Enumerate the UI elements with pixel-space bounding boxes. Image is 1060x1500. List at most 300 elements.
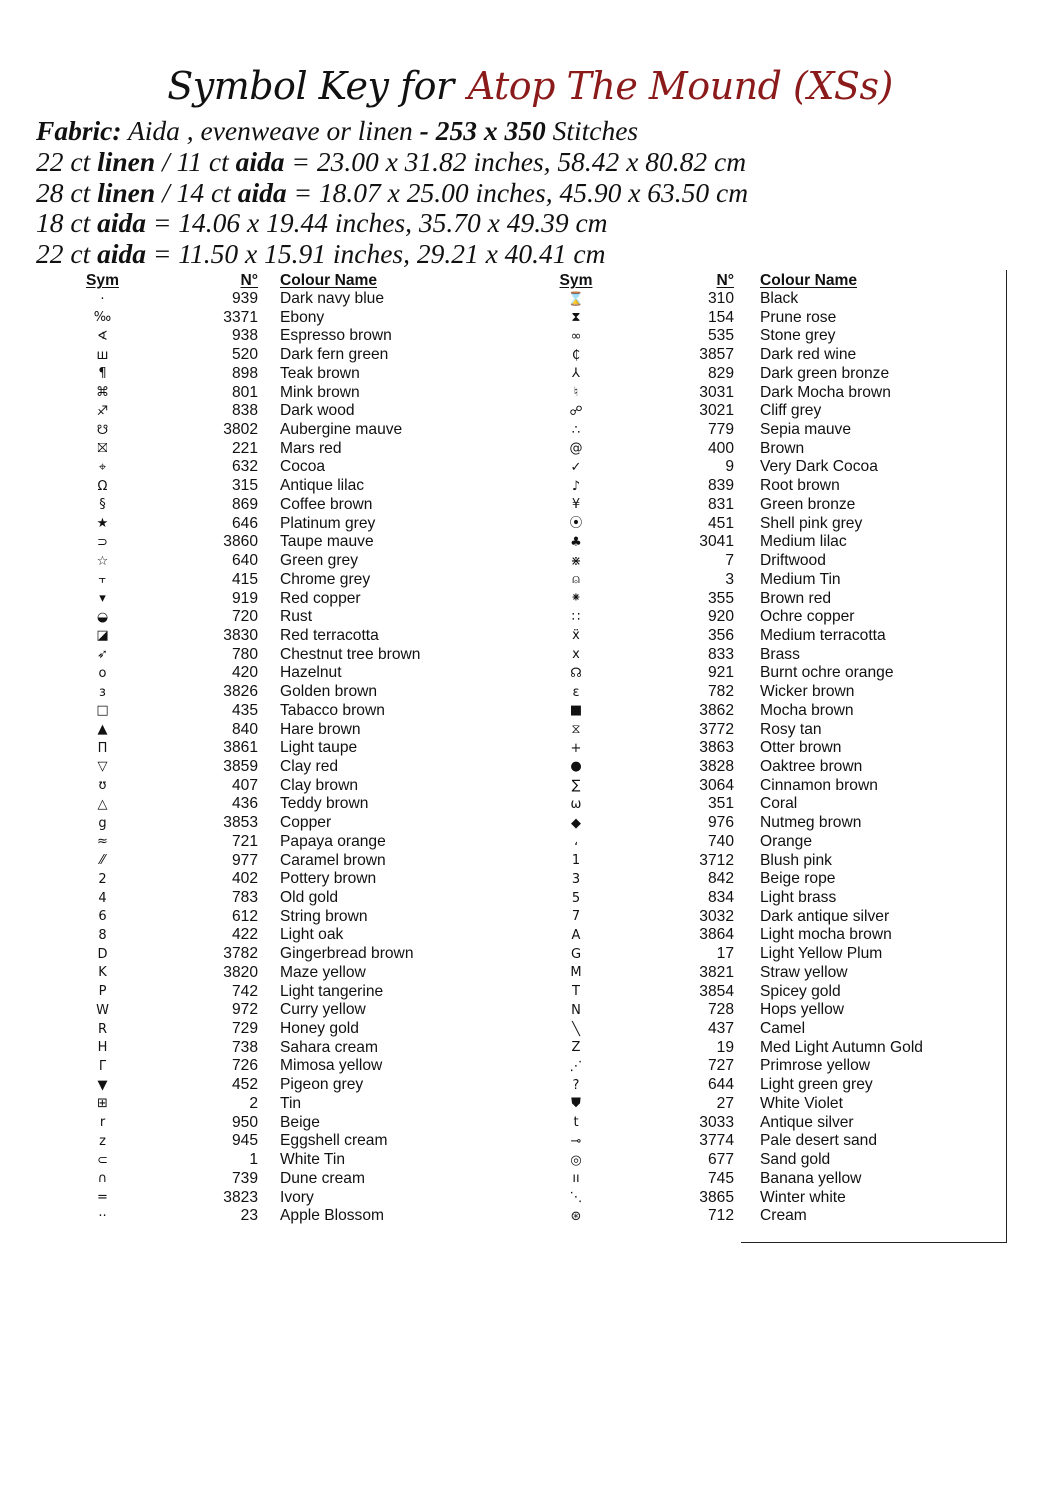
- colour-name: Espresso brown: [280, 327, 392, 345]
- table-row: [550, 458, 923, 477]
- floss-number: 310: [707, 290, 734, 307]
- table-header: [550, 272, 923, 290]
- symbol-glyph-icon: Π: [97, 740, 108, 756]
- colour-name: Green bronze: [760, 495, 856, 513]
- table-row: [70, 1020, 420, 1039]
- table-row: [70, 1057, 420, 1076]
- table-row: [70, 739, 420, 758]
- symbol-glyph-icon: ♪: [571, 478, 581, 494]
- symbol-glyph-icon: D: [97, 946, 108, 962]
- page-title: [0, 58, 1060, 114]
- table-row: [70, 683, 420, 702]
- table-row: [70, 777, 420, 796]
- symbol-glyph-icon: ▽: [97, 759, 108, 775]
- floss-number: 833: [707, 645, 734, 663]
- table-row: [550, 795, 923, 814]
- header-sym: Sym: [86, 272, 119, 289]
- colour-name: Mocha brown: [760, 701, 854, 719]
- table-row: [70, 515, 420, 534]
- symbol-glyph-icon: ⦿: [569, 516, 583, 532]
- colour-name: Cocoa: [280, 458, 326, 476]
- colour-name: Tabacco brown: [280, 701, 385, 719]
- floss-number: 3860: [223, 533, 258, 551]
- floss-number: 3782: [223, 945, 258, 963]
- floss-number: 436: [231, 795, 258, 813]
- symbol-glyph-icon: ✓: [570, 459, 582, 475]
- colour-name: Curry yellow: [280, 1001, 366, 1019]
- floss-number: 644: [707, 1076, 734, 1094]
- table-row: [70, 458, 420, 477]
- size-line-22ct-aida: 22 ct aida = 11.50 x 15.91 inches, 29.21 x 40.41 cm: [36, 238, 606, 270]
- floss-number: 437: [707, 1020, 734, 1038]
- table-row: [550, 758, 923, 777]
- floss-number: 402: [231, 870, 258, 888]
- symbol-glyph-icon: ♮: [573, 385, 579, 401]
- floss-number: 869: [231, 495, 258, 513]
- table-row: [70, 983, 420, 1002]
- colour-name: Sand gold: [760, 1151, 831, 1169]
- colour-name: Orange: [760, 832, 813, 850]
- symbol-glyph-icon: ∷: [571, 609, 581, 625]
- colour-name: Tin: [280, 1094, 302, 1112]
- table-row: [550, 1189, 923, 1208]
- floss-number: 3021: [699, 402, 734, 420]
- colour-name: Gingerbread brown: [280, 945, 414, 963]
- table-row: [70, 1001, 420, 1020]
- symbol-glyph-icon: H: [97, 1040, 108, 1056]
- table-row: [550, 833, 923, 852]
- table-row: [550, 365, 923, 384]
- colour-name: Coffee brown: [280, 495, 373, 513]
- colour-name: Cliff grey: [760, 402, 822, 420]
- floss-number: 3371: [223, 308, 258, 326]
- symbol-glyph-icon: @: [569, 441, 583, 457]
- colour-name: Light brass: [760, 889, 837, 906]
- colour-name: Medium Tin: [760, 570, 841, 588]
- colour-name: Mink brown: [280, 383, 360, 401]
- symbol-glyph-icon: ⌖: [98, 459, 107, 475]
- colour-name: Sepia mauve: [760, 421, 852, 439]
- table-row: [550, 870, 923, 889]
- symbol-glyph-icon: ◆: [571, 815, 581, 831]
- colour-name: Chrome grey: [280, 570, 371, 588]
- table-row: [70, 795, 420, 814]
- symbol-glyph-icon: 7: [571, 909, 581, 925]
- floss-number: 3828: [699, 757, 734, 775]
- symbol-glyph-icon: □: [96, 703, 109, 719]
- colour-name: Pigeon grey: [280, 1076, 364, 1094]
- table-row: [550, 889, 923, 908]
- floss-number: 451: [707, 514, 734, 532]
- floss-number: 3772: [699, 720, 734, 738]
- table-row: [550, 1170, 923, 1189]
- colour-name: Dark wood: [280, 402, 355, 420]
- table-row: [70, 1095, 420, 1114]
- colour-name: Shell pink grey: [760, 514, 863, 532]
- symbol-glyph-icon: x: [572, 647, 580, 663]
- colour-name: Dark red wine: [760, 346, 857, 364]
- colour-name: Golden brown: [280, 683, 378, 701]
- table-row: [70, 908, 420, 927]
- floss-number: 3862: [699, 701, 734, 719]
- colour-name: Driftwood: [760, 552, 826, 570]
- floss-number: 938: [231, 327, 258, 345]
- symbol-glyph-icon: o: [98, 665, 107, 681]
- fabric-label: Fabric:: [36, 115, 122, 146]
- table-row: [550, 646, 923, 665]
- floss-number: 740: [707, 832, 734, 850]
- table-row: [550, 1114, 923, 1133]
- table-row: [550, 814, 923, 833]
- symbol-glyph-icon: ⫟: [98, 572, 107, 588]
- table-row: [70, 1189, 420, 1208]
- floss-number: 920: [707, 608, 734, 626]
- colour-name: Antique lilac: [280, 477, 365, 495]
- floss-number: 400: [707, 439, 734, 457]
- table-row: [70, 533, 420, 552]
- table-row: [70, 945, 420, 964]
- floss-number: 939: [231, 290, 258, 307]
- symbol-glyph-icon: ⊂: [97, 1152, 108, 1168]
- floss-number: 976: [707, 814, 734, 832]
- symbol-glyph-icon: ··: [98, 1208, 107, 1224]
- floss-number: 420: [231, 664, 258, 682]
- floss-number: 739: [231, 1169, 258, 1187]
- symbol-glyph-icon: Γ: [98, 1058, 107, 1074]
- floss-number: 721: [231, 832, 258, 850]
- table-row: [550, 421, 923, 440]
- table-row: [550, 290, 923, 309]
- colour-name: Ochre copper: [760, 608, 855, 626]
- floss-number: 729: [231, 1020, 258, 1038]
- size-line-22ct-linen: 22 ct linen / 11 ct aida = 23.00 x 31.82 inches, 58.42 x 80.82 cm: [36, 145, 747, 177]
- table-row: [550, 346, 923, 365]
- symbol-glyph-icon: ∩: [97, 1171, 108, 1187]
- floss-number: 842: [707, 870, 734, 888]
- table-body-left: [70, 290, 420, 1226]
- table-row: [550, 496, 923, 515]
- symbol-glyph-icon: ♣: [570, 534, 582, 550]
- colour-name: Dark Mocha brown: [760, 383, 891, 401]
- colour-name: Maze yellow: [280, 963, 366, 981]
- floss-number: 452: [231, 1076, 258, 1094]
- table-row: [70, 309, 420, 328]
- symbol-glyph-icon: ⛊: [571, 1096, 581, 1112]
- table-row: [70, 1114, 420, 1133]
- colour-name: Spicey gold: [760, 982, 841, 1000]
- table-row: [550, 983, 923, 1002]
- floss-number: 3826: [223, 683, 258, 701]
- colour-name: Clay brown: [280, 776, 358, 794]
- table-row: [70, 702, 420, 721]
- colour-name: Red terracotta: [280, 626, 379, 644]
- symbol-glyph-icon: §: [99, 497, 106, 513]
- colour-name: Coral: [760, 795, 798, 813]
- floss-number: 407: [231, 776, 258, 794]
- table-row: [550, 926, 923, 945]
- symbol-glyph-icon: ∴: [571, 422, 581, 438]
- table-row: [70, 814, 420, 833]
- table-row: [550, 964, 923, 983]
- symbol-glyph-icon: R: [97, 1021, 108, 1037]
- table-row: [550, 552, 923, 571]
- floss-number: 632: [231, 458, 258, 476]
- colour-name: Cream: [760, 1207, 807, 1225]
- table-row: [70, 1132, 420, 1151]
- symbol-glyph-icon: ẍ: [572, 628, 580, 644]
- symbol-glyph-icon: ◪: [96, 628, 109, 644]
- symbol-glyph-icon: G: [570, 946, 582, 962]
- symbol-glyph-icon: ■: [569, 703, 583, 719]
- table-row: [70, 758, 420, 777]
- floss-number: 834: [707, 889, 734, 906]
- table-row: [70, 870, 420, 889]
- floss-number: 3032: [699, 907, 734, 925]
- colour-name: Very Dark Cocoa: [760, 458, 878, 476]
- table-row: [70, 1039, 420, 1058]
- colour-name: Brown: [760, 439, 805, 457]
- table-row: [70, 852, 420, 871]
- header-number: N°: [716, 272, 734, 289]
- floss-number: 315: [231, 477, 258, 495]
- colour-name: Prune rose: [760, 308, 837, 326]
- table-row: [550, 739, 923, 758]
- colour-name: Medium terracotta: [760, 626, 886, 644]
- colour-name: Taupe mauve: [280, 533, 374, 551]
- symbol-glyph-icon: ⛝: [97, 441, 108, 457]
- floss-number: 3857: [699, 346, 734, 364]
- floss-number: 2: [249, 1094, 258, 1112]
- symbol-glyph-icon: 5: [571, 890, 581, 906]
- table-row: [70, 346, 420, 365]
- symbol-glyph-icon: P: [98, 984, 107, 1000]
- symbol-glyph-icon: ╲: [572, 1021, 580, 1037]
- table-row: [550, 440, 923, 459]
- symbol-glyph-icon: Z: [571, 1040, 581, 1056]
- table-row: [70, 590, 420, 609]
- table-row: [550, 1207, 923, 1226]
- stitch-count: 253 x 350: [435, 115, 546, 146]
- table-row: [550, 1057, 923, 1076]
- table-row: [70, 327, 420, 346]
- table-row: [550, 477, 923, 496]
- symbol-glyph-icon: ⊸: [570, 1133, 582, 1149]
- floss-number: 677: [707, 1151, 734, 1169]
- floss-number: 801: [231, 383, 258, 401]
- colour-name: Copper: [280, 814, 332, 832]
- symbol-glyph-icon: ،: [573, 834, 579, 850]
- symbol-glyph-icon: T: [572, 984, 580, 1000]
- colour-name: Medium lilac: [760, 533, 847, 551]
- table-row: [70, 608, 420, 627]
- symbol-glyph-icon: ·: [100, 291, 105, 307]
- floss-number: 3863: [699, 739, 734, 757]
- symbol-glyph-icon: 3: [571, 871, 581, 887]
- symbol-glyph-icon: ɜ: [99, 684, 106, 700]
- colour-name: Med Light Autumn Gold: [760, 1038, 923, 1056]
- floss-number: 3064: [699, 776, 734, 794]
- symbol-glyph-icon: ¥: [571, 497, 581, 513]
- colour-name: Hazelnut: [280, 664, 342, 682]
- table-row: [550, 1132, 923, 1151]
- table-row: [70, 1076, 420, 1095]
- table-row: [70, 926, 420, 945]
- colour-name: Burnt ochre orange: [760, 664, 894, 682]
- colour-name: Light green grey: [760, 1076, 873, 1094]
- table-frame-right-border: [1006, 270, 1007, 1243]
- floss-number: 415: [231, 570, 258, 588]
- colour-name: Blush pink: [760, 851, 832, 869]
- floss-number: 422: [231, 926, 258, 944]
- colour-name: Dark green bronze: [760, 364, 890, 382]
- floss-number: 783: [231, 889, 258, 906]
- header-sym: Sym: [559, 272, 593, 289]
- floss-number: 1: [249, 1151, 258, 1169]
- colour-name: Teak brown: [280, 364, 360, 382]
- colour-name: Camel: [760, 1020, 806, 1038]
- table-row: [70, 365, 420, 384]
- table-row: [70, 964, 420, 983]
- colour-name: Otter brown: [760, 739, 842, 757]
- colour-name: Black: [760, 290, 799, 307]
- floss-number: 977: [231, 851, 258, 869]
- symbol-glyph-icon: 6: [98, 909, 107, 925]
- table-row: [550, 327, 923, 346]
- table-row: [550, 1076, 923, 1095]
- floss-number: 727: [707, 1057, 734, 1075]
- floss-number: 945: [231, 1132, 258, 1150]
- table-row: [550, 1001, 923, 1020]
- table-row: [70, 1170, 420, 1189]
- colour-name: Dune cream: [280, 1169, 365, 1187]
- table-row: [70, 402, 420, 421]
- colour-name: Straw yellow: [760, 963, 848, 981]
- colour-name: Ivory: [280, 1188, 314, 1206]
- table-row: [550, 777, 923, 796]
- colour-name: Pottery brown: [280, 870, 377, 888]
- floss-number: 435: [231, 701, 258, 719]
- colour-name: Banana yellow: [760, 1169, 862, 1187]
- colour-name: Beige: [280, 1113, 320, 1131]
- symbol-glyph-icon: ●: [570, 759, 582, 775]
- colour-name: Wicker brown: [760, 683, 855, 701]
- symbol-glyph-icon: ◒: [96, 609, 109, 625]
- floss-number: 3712: [699, 851, 734, 869]
- table-row: [550, 1151, 923, 1170]
- symbol-glyph-icon: ε: [572, 684, 580, 700]
- symbol-glyph-icon: ʊ: [98, 778, 107, 794]
- symbol-glyph-icon: A: [571, 927, 581, 943]
- floss-number: 355: [707, 589, 734, 607]
- floss-number: 712: [707, 1207, 734, 1225]
- floss-number: 839: [707, 477, 734, 495]
- title-lead: Symbol Key for: [167, 64, 454, 108]
- symbol-glyph-icon: ∞: [570, 328, 582, 344]
- colour-name: Aubergine mauve: [280, 421, 403, 439]
- table-row: [70, 889, 420, 908]
- symbol-glyph-icon: M: [570, 965, 582, 981]
- colour-name: Papaya orange: [280, 832, 386, 850]
- table-row: [550, 571, 923, 590]
- pattern-name: Atop The Mound (XSs): [467, 64, 893, 108]
- table-row: [550, 945, 923, 964]
- floss-number: 221: [231, 439, 258, 457]
- floss-number: 919: [231, 589, 258, 607]
- colour-name: Hops yellow: [760, 1001, 845, 1019]
- floss-number: 23: [240, 1207, 258, 1225]
- floss-number: 3820: [223, 963, 258, 981]
- colour-name: Hare brown: [280, 720, 361, 738]
- table-row: [70, 477, 420, 496]
- table-row: [550, 1020, 923, 1039]
- symbol-glyph-icon: ▾: [99, 591, 106, 606]
- symbol-glyph-icon: ⧗: [571, 310, 581, 326]
- floss-number: 19: [716, 1038, 734, 1056]
- colour-name: String brown: [280, 907, 368, 925]
- colour-name: Light tangerine: [280, 982, 384, 1000]
- floss-number: 742: [231, 982, 258, 1000]
- floss-number: 612: [231, 907, 258, 925]
- symbol-glyph-icon: ⍝: [572, 572, 580, 588]
- table-row: [550, 309, 923, 328]
- table-row: [70, 833, 420, 852]
- colour-name: Mimosa yellow: [280, 1057, 383, 1075]
- colour-name: Brass: [760, 645, 800, 663]
- symbol-glyph-icon: 2: [98, 871, 107, 887]
- floss-number: 831: [707, 495, 734, 513]
- colour-name: Light taupe: [280, 739, 358, 757]
- colour-name: Apple Blossom: [280, 1207, 385, 1225]
- table-header: [70, 272, 420, 290]
- symbol-glyph-icon: g: [98, 815, 107, 831]
- floss-number: 840: [231, 720, 258, 738]
- symbol-glyph-icon: ⁄⁄: [100, 853, 105, 869]
- symbol-glyph-icon: z: [99, 1133, 106, 1149]
- symbol-glyph-icon: 8: [98, 927, 107, 943]
- symbol-glyph-icon: ıı: [572, 1171, 580, 1187]
- symbol-glyph-icon: ▼: [97, 1077, 108, 1093]
- colour-name: White Tin: [280, 1151, 345, 1169]
- floss-number: 738: [231, 1038, 258, 1056]
- table-row: [70, 571, 420, 590]
- colour-name: Teddy brown: [280, 795, 369, 813]
- header-colour-name: Colour Name: [760, 272, 858, 289]
- symbol-glyph-icon: 4: [98, 890, 107, 906]
- table-row: [70, 440, 420, 459]
- size-line-18ct-aida: 18 ct aida = 14.06 x 19.44 inches, 35.70 x 49.39 cm: [36, 207, 608, 239]
- colour-name: Rust: [280, 608, 313, 626]
- floss-number: 3033: [699, 1113, 734, 1131]
- colour-name: Light Yellow Plum: [760, 945, 883, 963]
- symbol-glyph-icon: ш: [96, 347, 109, 363]
- table-frame-bottom-border: [741, 1242, 1007, 1243]
- colour-name: Sahara cream: [280, 1038, 378, 1056]
- table-row: [70, 290, 420, 309]
- colour-name: Primrose yellow: [760, 1057, 871, 1075]
- symbol-glyph-icon: ‰: [93, 310, 112, 326]
- table-row: [550, 384, 923, 403]
- colour-name: Dark antique silver: [760, 907, 890, 925]
- table-row: [550, 664, 923, 683]
- symbol-glyph-icon: ∢: [97, 328, 108, 344]
- colour-name: Cinnamon brown: [760, 776, 878, 794]
- colour-name: Pale desert sand: [760, 1132, 878, 1150]
- table-row: [550, 721, 923, 740]
- colour-name: Honey gold: [280, 1020, 359, 1038]
- symbol-glyph-icon: ☋: [96, 422, 109, 438]
- table-row: [550, 702, 923, 721]
- floss-number: 3802: [223, 421, 258, 439]
